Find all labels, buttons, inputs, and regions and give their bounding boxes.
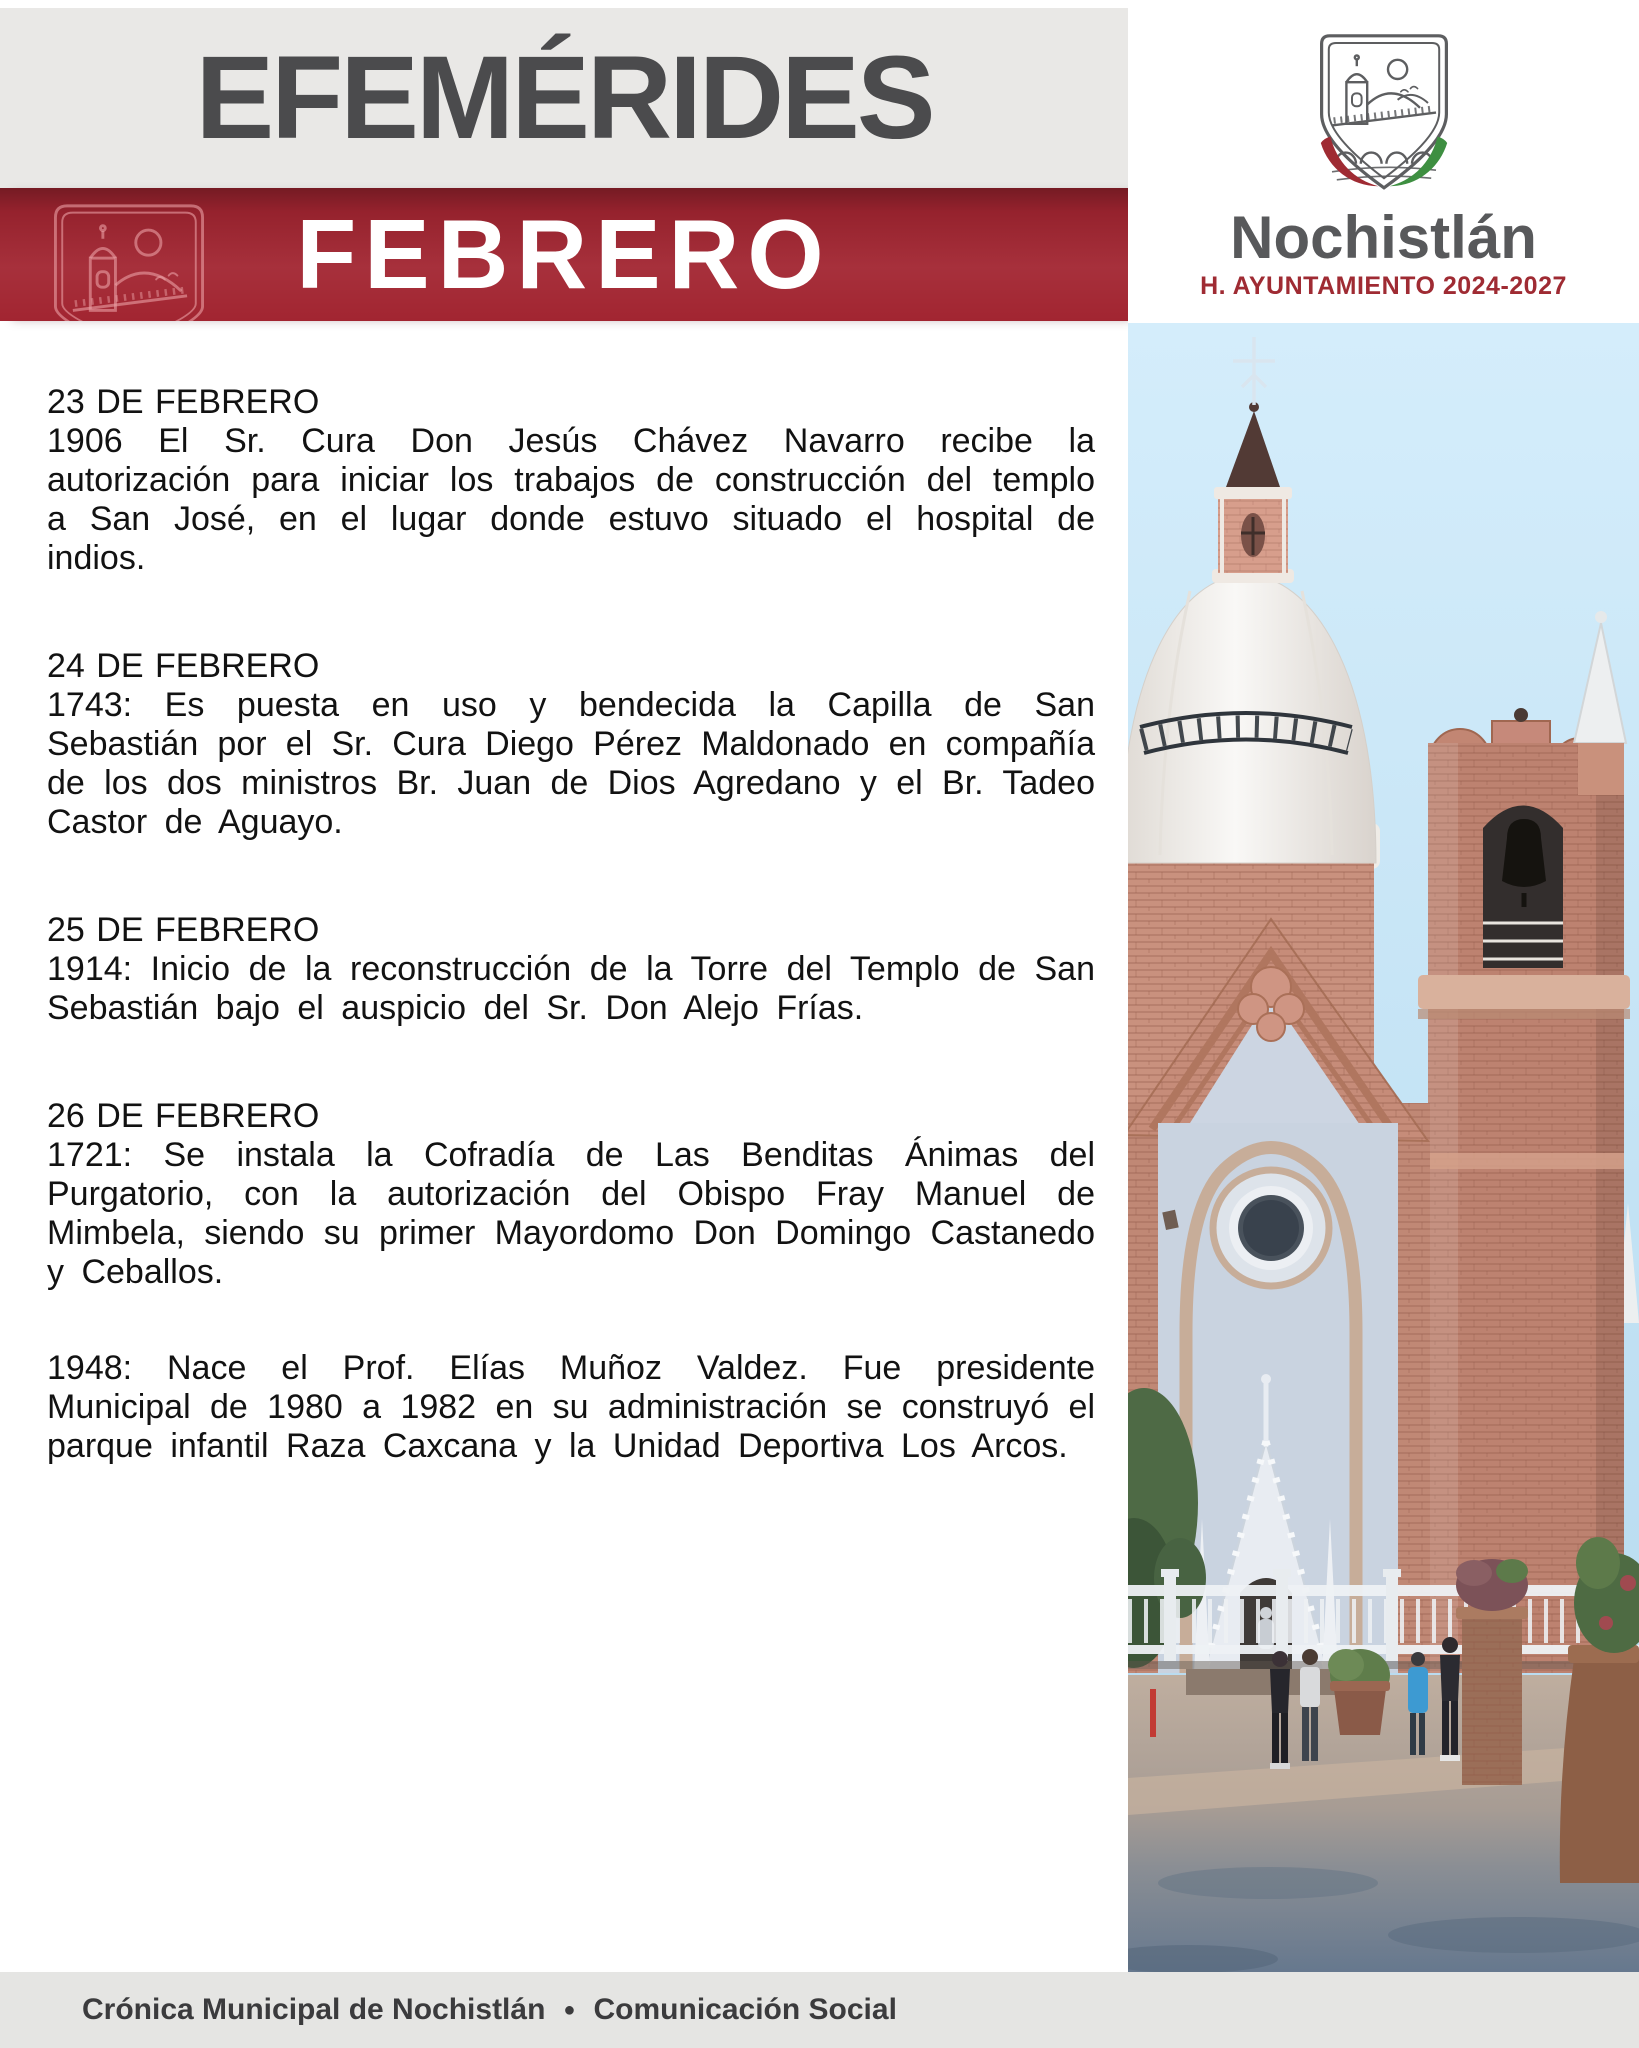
nochistlan-shield-icon [1308,30,1460,208]
entry-26-feb [47,1097,1095,1292]
bullet-separator-icon: ● [563,1999,576,2021]
entry-24-feb [47,647,1095,842]
month-title: FEBRERO [296,199,832,309]
entry-body: 1743: Es puesta en uso y bendecida la Capilla de San Sebastián por el Sr. Cura Diego Pérez Maldonado en compañía de los dos ministros Br. Juan de Dios Agredano y el Br. Tadeo Castor de Aguayo. [47,686,1095,841]
entry-body: 1948: Nace el Prof. Elías Muñoz Valdez. Fue presidente Municipal de 1980 a 1982 en su administración se construyó el parque infantil Raza Caxcana y la Unidad Deportiva Los Arcos. [47,1349,1095,1465]
entry-25-feb [47,911,1095,1028]
month-band [0,188,1128,321]
footer-credit-left: Crónica Municipal de Nochistlán [82,1993,546,2026]
entry-heading: 23 DE FEBRERO [47,383,320,421]
entry-body: 1914: Inicio de la reconstrucción de la Torre del Templo de San Sebastián bajo el auspicio del Sr. Don Alejo Frías. [47,950,1095,1027]
entry-body: 1721: Se instala la Cofradía de Las Benditas Ánimas del Purgatorio, con la autorización del Obispo Fray Manuel de Mimbela, siendo su primer Mayordomo Don Domingo Castanedo y Ceballos. [47,1136,1095,1291]
page-title: EFEMÉRIDES [195,32,933,164]
entry-1948 [47,1349,1095,1466]
entry-heading: 26 DE FEBRERO [47,1097,320,1135]
entry-23-feb [47,383,1095,578]
church-photo [1128,323,1639,1972]
entry-body: 1906 El Sr. Cura Don Jesús Chávez Navarro recibe la autorización para iniciar los trabajos de construcción del templo a San José, en el lugar donde estuvo situado el hospital de indios. [47,422,1095,577]
footer [0,1972,1639,2048]
footer-credit-right: Comunicación Social [593,1993,897,2026]
entries-list [47,383,1095,1535]
entry-heading: 25 DE FEBRERO [47,911,320,949]
logo-name: Nochistlán [1230,204,1537,271]
municipal-logo [1128,0,1639,323]
entry-heading: 24 DE FEBRERO [47,647,320,685]
header-band [0,8,1128,188]
logo-subtitle: H. AYUNTAMIENTO 2024-2027 [1200,272,1567,300]
